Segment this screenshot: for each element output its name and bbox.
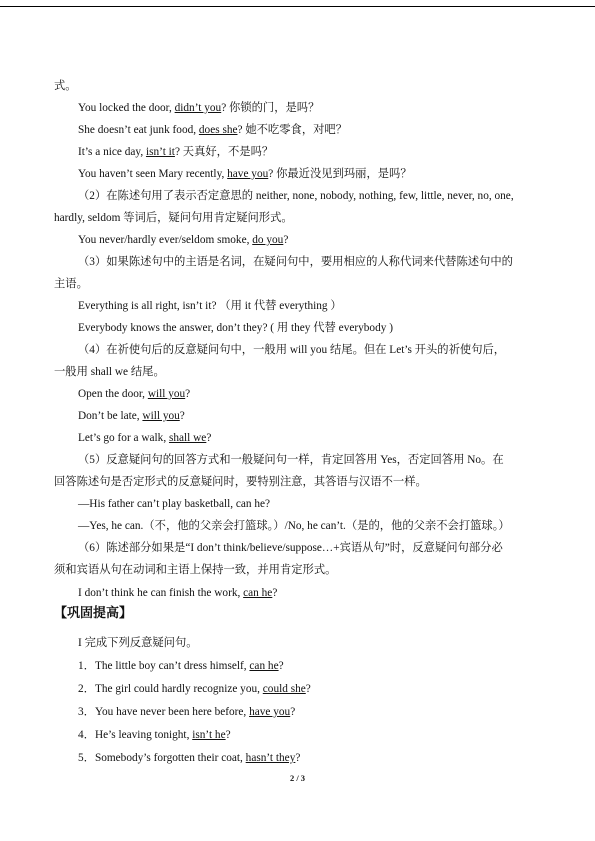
example-line: You haven’t seen Mary recently, have you? 你最近没见到玛丽，是吗？: [78, 168, 412, 180]
example-line: —His father can’t play basketball, can he?: [78, 498, 271, 510]
tag-question: do you: [252, 234, 284, 246]
answer: have you: [249, 706, 291, 718]
tag-question: does she: [198, 124, 238, 136]
example-line: Open the door, will you?: [78, 388, 191, 400]
section-title: 【巩固提高】: [54, 606, 133, 621]
example-line: I don’t think he can finish the work, can he?: [78, 587, 278, 599]
text-line: hardly, seldom 等词后，疑问句用肯定疑问形式。: [54, 212, 293, 224]
exercise-item: 2．The girl could hardly recognize you, could she?: [78, 683, 311, 695]
answer: can he: [249, 660, 279, 672]
tag-question: can he: [243, 587, 273, 599]
text-line: （5）反意疑问句的回答方式和一般疑问句一样，肯定回答用 Yes，否定回答用 No。在: [78, 454, 504, 466]
exercise-item: 3．You have never been here before, have you?: [78, 706, 296, 718]
example-line: You never/hardly ever/seldom smoke, do you?: [78, 234, 289, 246]
answer: isn’t he: [192, 729, 226, 741]
exercise-item: 1．The little boy can’t dress himself, can he?: [78, 660, 284, 672]
tag-question: will you: [147, 388, 186, 400]
text-line: 主语。: [54, 278, 88, 290]
tag-question: shall we: [168, 432, 207, 444]
example-line: Everybody knows the answer, don’t they? ( 用 they 代替 everybody ): [78, 322, 393, 334]
tag-question: will you: [142, 410, 180, 422]
text-line: （3）如果陈述句中的主语是名词，在疑问句中，要用相应的人称代词来代替陈述句中的: [78, 256, 513, 268]
example-line: You locked the door, didn’t you? 你锁的门，是吗？: [78, 102, 320, 114]
text-line: （6）陈述部分如果是“I don’t think/believe/suppose…+宾语从句”时，反意疑问句部分必: [78, 542, 503, 554]
example-line: Let’s go for a walk, shall we?: [78, 432, 212, 444]
text-line: （4）在祈使句后的反意疑问句中，一般用 will you 结尾。但在 Let’s 开头的祈使句后，: [78, 344, 506, 356]
answer: hasn’t they: [245, 752, 296, 764]
top-rule: [0, 6, 595, 7]
text-line: 式。: [54, 80, 77, 92]
text-line: 一般用 shall we 结尾。: [54, 366, 165, 378]
example-line: It’s a nice day, isn’t it? 天真好，不是吗？: [78, 146, 274, 158]
tag-question: didn’t you: [174, 102, 222, 114]
exercise-item: 4．He’s leaving tonight, isn’t he?: [78, 729, 231, 741]
example-line: Everything is all right, isn’t it? （用 it 代替 everything ）: [78, 300, 342, 312]
example-line: Don’t be late, will you?: [78, 410, 185, 422]
answer: could she: [262, 683, 306, 695]
text-line: 回答陈述句是否定形式的反意疑问时，要特别注意，其答语与汉语不一样。: [54, 476, 427, 488]
exercise-intro: I 完成下列反意疑问句。: [78, 637, 198, 649]
tag-question: isn’t it: [145, 146, 175, 158]
page-number: 2 / 3: [289, 773, 306, 783]
text-line: （2）在陈述句用了表示否定意思的 neither, none, nobody, nothing, few, little, never, no, one,: [78, 190, 514, 202]
exercise-item: 5．Somebody’s forgotten their coat, hasn’t they?: [78, 752, 301, 764]
tag-question: have you: [227, 168, 269, 180]
example-line: —Yes, he can.（不，他的父亲会打篮球。）/No, he can’t.（是的，他的父亲不会打篮球。）: [78, 520, 510, 532]
text-line: 须和宾语从句在动词和主语上保持一致，并用肯定形式。: [54, 564, 337, 576]
example-line: She doesn’t eat junk food, does she? 她不吃零食，对吧？: [78, 124, 348, 136]
